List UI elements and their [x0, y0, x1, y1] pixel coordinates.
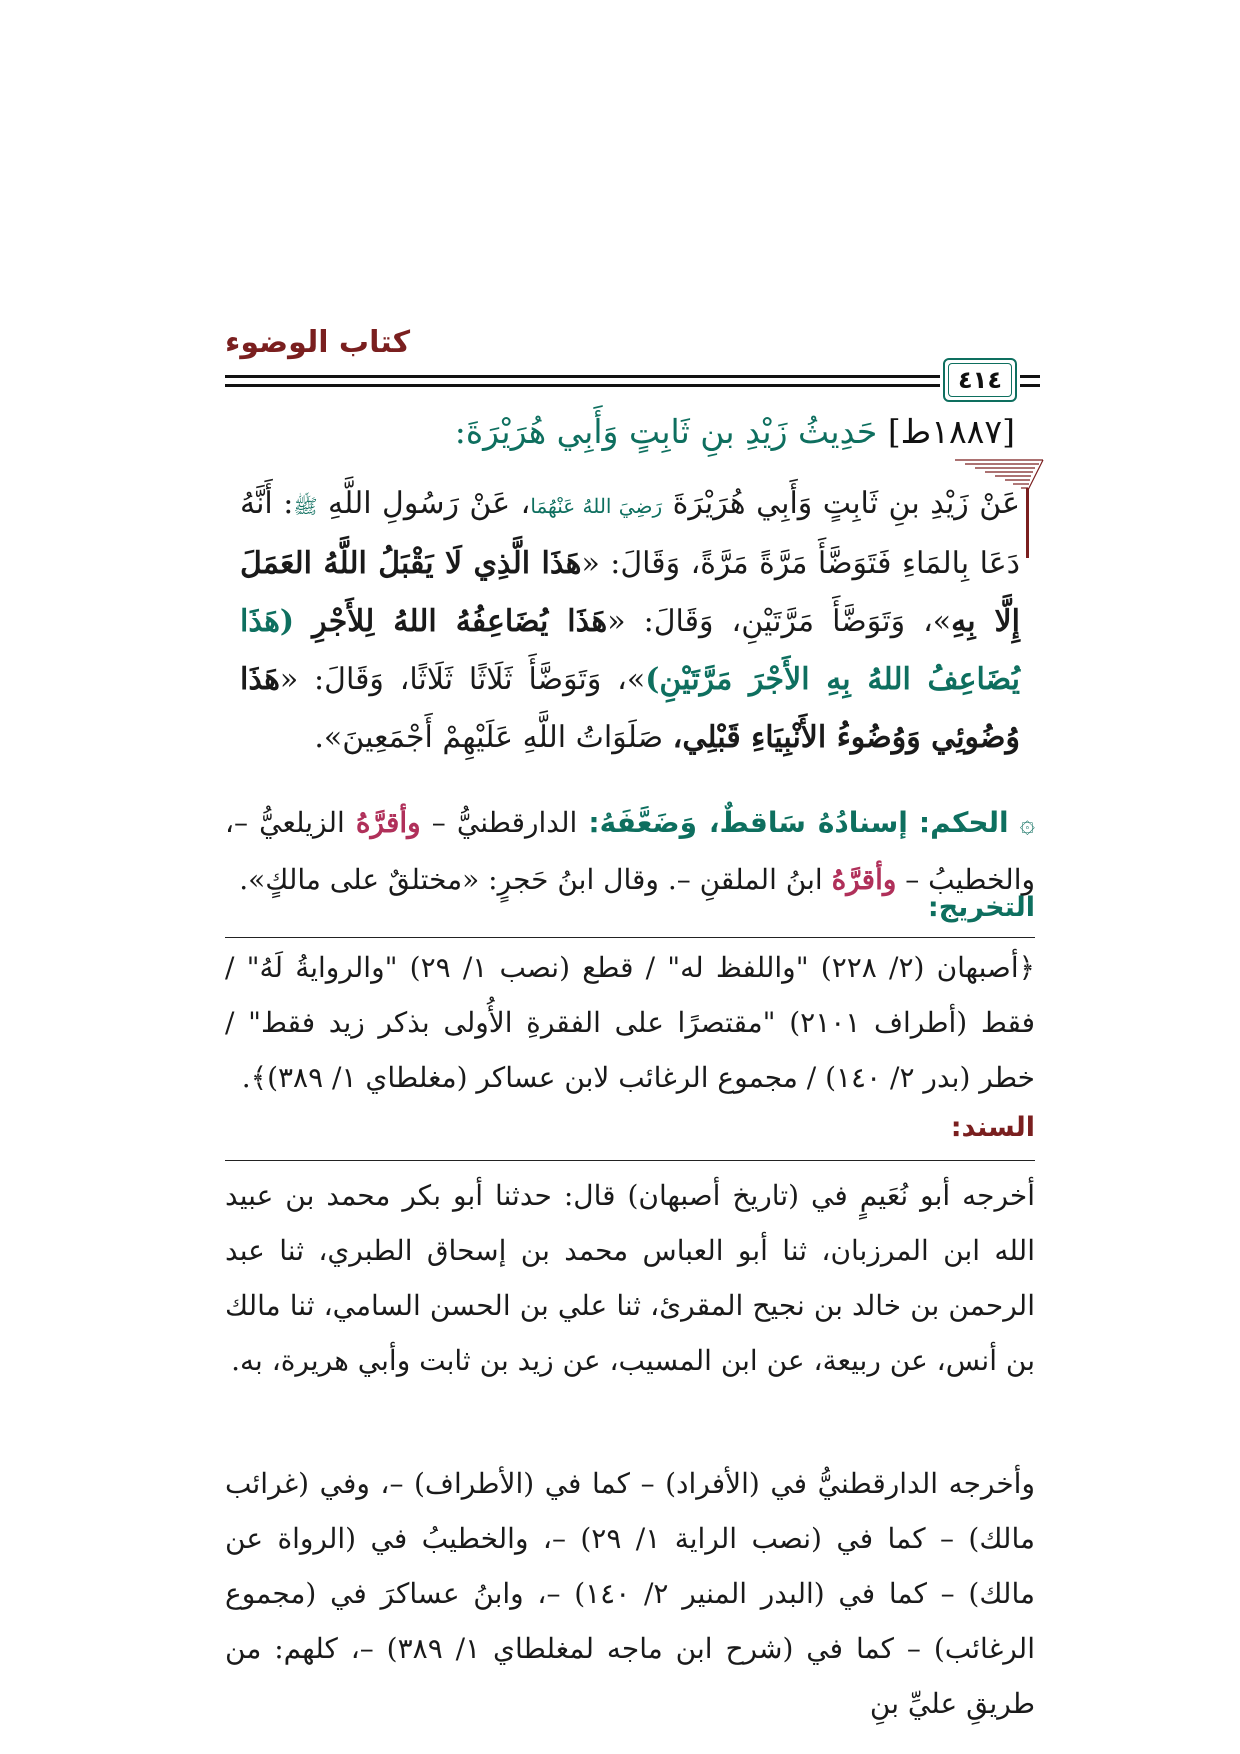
hadith-text: [240, 475, 1020, 767]
agreement-term: وأقرَّهُ: [831, 863, 897, 896]
hadith-heading: [455, 412, 1015, 451]
section-divider: [225, 1160, 1035, 1161]
hadith-segment: صَلَوَاتُ اللَّهِ عَلَيْهِمْ أَجْمَعِينَ».: [314, 720, 673, 755]
header-rule: [225, 375, 940, 378]
ruling-section: [225, 795, 1035, 907]
prophetic-saying: هَذَا الَّذِي لَا يَقْبَلُ اللَّهُ العَمَلَ إِلَّا بِهِ: [240, 546, 1020, 639]
hadith-segment: »، وَتَوَضَّأَ مَرَّتَيْنِ، وَقَالَ: «: [607, 604, 952, 639]
ruling-text: الدارقطنيُّ –: [420, 806, 589, 839]
prophetic-saying: هَذَا يُضَاعِفُهُ اللهُ لِلأَجْرِ: [312, 604, 608, 639]
ruling-text: الزيلعيُّ –، والخطيبُ –: [225, 806, 1035, 896]
sanad-heading: السند:: [950, 1112, 1035, 1143]
ruling-label: الحكم:: [918, 806, 1009, 839]
hadith-segment: ، عَنْ رَسُولِ اللَّهِ: [328, 486, 531, 521]
header-rule: [1020, 375, 1040, 378]
hadith-number: [١٨٨٧ط]: [887, 412, 1015, 451]
takhrij-text: ﴿أصبهان (٢/ ٢٢٨) "واللفظ له" / قطع (نصب ١/ ٢٩) "والروايةُ لَهُ" / فقط (أطراف ٢١٠١) "مقتصرًا على الفقرةِ الأُولى بذكر زيد فقط" / خطر (بدر ٢/ ١٤٠) / مجموع الرغائب لابن عساكر (مغلطاي ١/ ٣٨٩)﴾.: [225, 951, 1036, 1094]
page-number: ٤١٤: [948, 363, 1012, 397]
honorific: ﷺ: [293, 494, 318, 518]
variant-wording: (هَذَا يُضَاعِفُ اللهُ بِهِ الأَجْرَ مَرَّتَيْنِ): [240, 604, 1021, 697]
ruling-verdict: إسنادُهُ سَاقطٌ، وَضَعَّفَهُ:: [588, 806, 908, 839]
hadith-title: حَدِيثُ زَيْدِ بنِ ثَابِتٍ وَأَبِي هُرَيْرَةَ:: [454, 412, 878, 451]
page-number-frame: [943, 358, 1017, 402]
header-rule: [1020, 384, 1040, 387]
hadith-side-rule: [1026, 488, 1029, 558]
sanad-paragraph-2: وأخرجه الدارقطنيُّ في (الأفراد) – كما في (الأطراف) –، وفي (غرائب مالك) – كما في (نصب الراية ١/ ٢٩) –، والخطيبُ في (الرواة عن مالك) – كما في (البدر المنير ٢/ ١٤٠) –، وابنُ عساكرَ في (مجموع الرغائب) – كما في (شرح ابن ماجه لمغلطاي ١/ ٣٨٩) –، كلهم: من طريقِ عليِّ بنِ: [225, 1467, 1035, 1720]
header-rule: [225, 384, 940, 387]
hadith-segment: : أَنَّهُ دَعَا بِالمَاءِ فَتَوَضَّأَ مَرَّةً مَرَّةً، وَقَالَ: «: [240, 486, 1020, 581]
prophetic-saying: هَذَا وُضُوئِي وَوُضُوءُ الأَنْبِيَاءِ قَبْلِي،: [240, 662, 1020, 755]
hadith-segment: »، وَتَوَضَّأَ ثَلَاثًا ثَلَاثًا، وَقَالَ: «: [279, 662, 646, 697]
book-title: كتاب الوضوء: [225, 325, 411, 360]
hadith-segment: عَنْ زَيْدِ بنِ ثَابِتٍ وَأَبِي هُرَيْرَةَ: [672, 486, 1021, 521]
agreement-term: وأقرَّهُ: [355, 806, 421, 839]
ruling-text: ابنُ الملقنِ –. وقال ابنُ حَجرٍ: «مختلقٌ على مالكٍ».: [239, 863, 832, 896]
honorific: رَضِيَ اللهُ عَنْهُمَا: [530, 494, 663, 518]
sanad-paragraph-1: أخرجه أبو نُعَيمٍ في (تاريخ أصبهان) قال: حدثنا أبو بكر محمد بن عبيد الله ابن المرزبان، ثنا أبو العباس محمد بن إسحاق الطبري، ثنا عبد الرحمن بن خالد بن نجيح المقرئ، ثنا علي بن الحسن السامي، ثنا مالك بن أنس، عن ربيعة، عن ابن المسيب، عن زيد بن ثابت وأبي هريرة، به.: [225, 1179, 1035, 1377]
section-divider: [225, 937, 1035, 938]
page-header: [225, 325, 1035, 394]
rosette-icon: ۞: [1019, 809, 1035, 839]
takhrij-heading: التخريج:: [927, 892, 1035, 923]
